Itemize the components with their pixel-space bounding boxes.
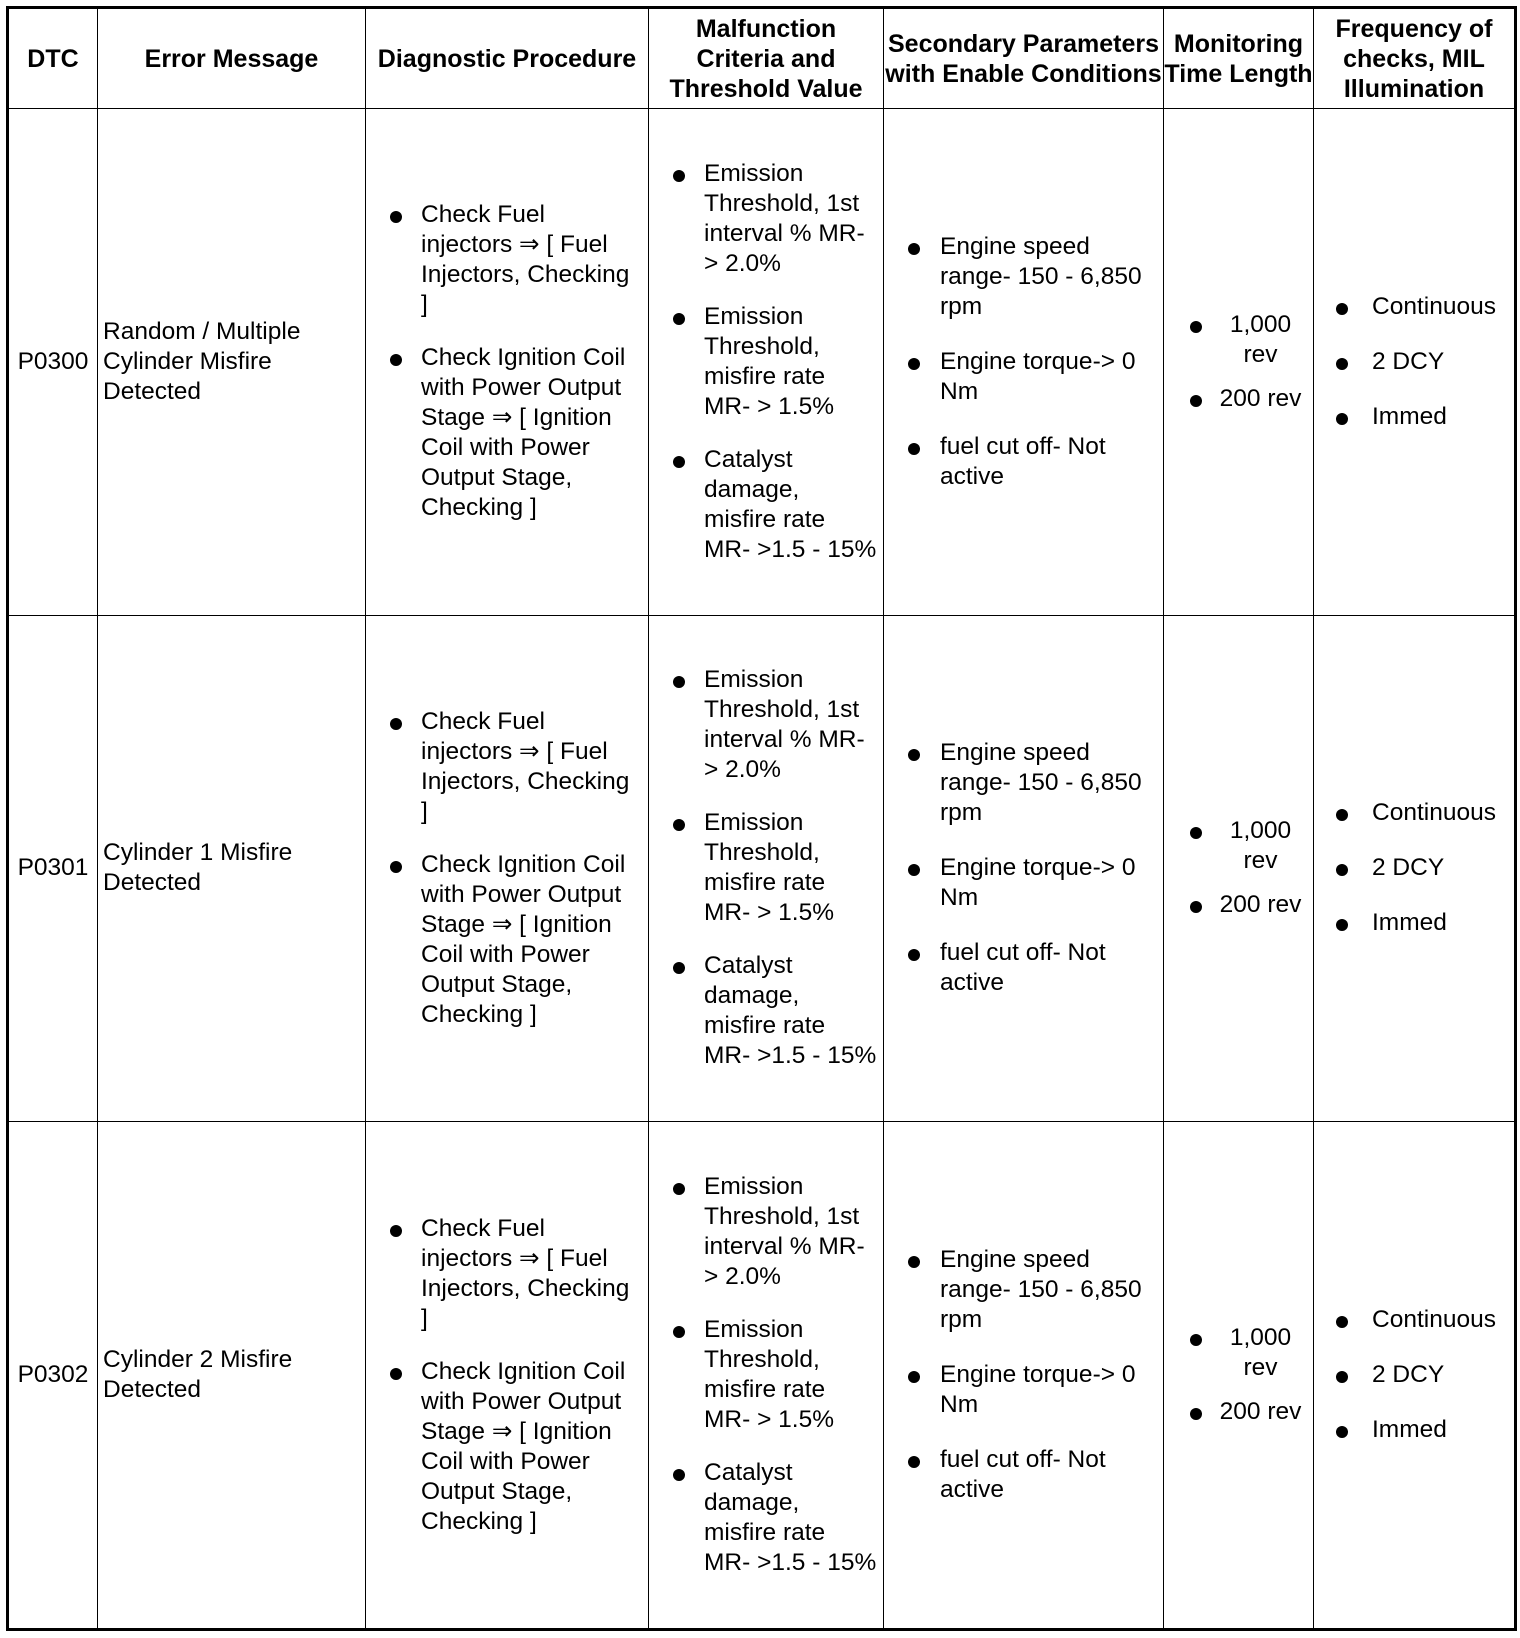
- diagnostic-procedure: [366, 109, 649, 616]
- criteria-item: Emission Threshold, misfire rate MR- > 1.5%: [649, 302, 883, 422]
- table-row: [8, 615, 1516, 1122]
- procedure-item: Check Fuel injectors ⇒ [ Fuel Injectors, Checking ]: [366, 1214, 648, 1334]
- monitoring-item: 1,000 rev: [1164, 816, 1313, 876]
- header-secondary-parameters: Secondary Parameters with Enable Conditions: [884, 8, 1164, 109]
- diagnostic-procedure: [366, 615, 649, 1122]
- frequency-item: 2 DCY: [1314, 853, 1514, 883]
- secondary-parameters: [884, 1122, 1164, 1630]
- frequency-item: Immed: [1314, 402, 1514, 432]
- procedure-item: Check Ignition Coil with Power Output Stage ⇒ [ Ignition Coil with Power Output Stage, Checking ]: [366, 1357, 648, 1537]
- secondary-parameters: [884, 109, 1164, 616]
- frequency: [1314, 1122, 1516, 1630]
- header-malfunction-criteria: Malfunction Criteria and Threshold Value: [649, 8, 884, 109]
- dtc-code: P0301: [8, 615, 98, 1122]
- secondary-item: Engine speed range- 150 - 6,850 rpm: [884, 738, 1163, 828]
- header-dtc: DTC: [8, 8, 98, 109]
- frequency-item: Immed: [1314, 1415, 1514, 1445]
- malfunction-criteria: [649, 615, 884, 1122]
- monitoring-item: 1,000 rev: [1164, 1323, 1313, 1383]
- procedure-item: Check Fuel injectors ⇒ [ Fuel Injectors, Checking ]: [366, 200, 648, 320]
- frequency-item: Continuous: [1314, 1305, 1514, 1335]
- secondary-item: fuel cut off- Not active: [884, 432, 1163, 492]
- secondary-item: fuel cut off- Not active: [884, 938, 1163, 998]
- table-row: [8, 1122, 1516, 1630]
- secondary-item: fuel cut off- Not active: [884, 1445, 1163, 1505]
- criteria-item: Catalyst damage, misfire rate MR- >1.5 - 15%: [649, 951, 883, 1071]
- frequency-item: 2 DCY: [1314, 1360, 1514, 1390]
- frequency-item: Continuous: [1314, 292, 1514, 322]
- secondary-item: Engine speed range- 150 - 6,850 rpm: [884, 232, 1163, 322]
- frequency: [1314, 615, 1516, 1122]
- header-error-message: Error Message: [98, 8, 366, 109]
- secondary-item: Engine torque-> 0 Nm: [884, 347, 1163, 407]
- monitoring-item: 200 rev: [1164, 1397, 1313, 1427]
- malfunction-criteria: [649, 109, 884, 616]
- frequency-item: Continuous: [1314, 798, 1514, 828]
- frequency-item: Immed: [1314, 908, 1514, 938]
- monitoring-time: [1164, 109, 1314, 616]
- diagnostic-procedure: [366, 1122, 649, 1630]
- header-row: [8, 8, 1516, 109]
- criteria-item: Emission Threshold, misfire rate MR- > 1.5%: [649, 1315, 883, 1435]
- procedure-item: Check Ignition Coil with Power Output Stage ⇒ [ Ignition Coil with Power Output Stage, Checking ]: [366, 343, 648, 523]
- frequency-item: 2 DCY: [1314, 347, 1514, 377]
- secondary-item: Engine speed range- 150 - 6,850 rpm: [884, 1245, 1163, 1335]
- criteria-item: Emission Threshold, 1st interval % MR- > 2.0%: [649, 159, 883, 279]
- monitoring-item: 200 rev: [1164, 890, 1313, 920]
- error-message: Random / Multiple Cylinder Misfire Detected: [98, 109, 366, 616]
- error-message: Cylinder 1 Misfire Detected: [98, 615, 366, 1122]
- monitoring-time: [1164, 615, 1314, 1122]
- header-diagnostic-procedure: Diagnostic Procedure: [366, 8, 649, 109]
- criteria-item: Catalyst damage, misfire rate MR- >1.5 - 15%: [649, 445, 883, 565]
- secondary-parameters: [884, 615, 1164, 1122]
- table-row: [8, 109, 1516, 616]
- monitoring-item: 200 rev: [1164, 384, 1313, 414]
- malfunction-criteria: [649, 1122, 884, 1630]
- criteria-item: Emission Threshold, 1st interval % MR- > 2.0%: [649, 665, 883, 785]
- header-frequency: Frequency of checks, MIL Illumination: [1314, 8, 1516, 109]
- error-message: Cylinder 2 Misfire Detected: [98, 1122, 366, 1630]
- dtc-table: [6, 6, 1517, 1631]
- dtc-code: P0300: [8, 109, 98, 616]
- criteria-item: Catalyst damage, misfire rate MR- >1.5 - 15%: [649, 1458, 883, 1578]
- secondary-item: Engine torque-> 0 Nm: [884, 1360, 1163, 1420]
- criteria-item: Emission Threshold, 1st interval % MR- > 2.0%: [649, 1172, 883, 1292]
- procedure-item: Check Ignition Coil with Power Output Stage ⇒ [ Ignition Coil with Power Output Stage, Checking ]: [366, 850, 648, 1030]
- dtc-code: P0302: [8, 1122, 98, 1630]
- frequency: [1314, 109, 1516, 616]
- monitoring-item: 1,000 rev: [1164, 310, 1313, 370]
- criteria-item: Emission Threshold, misfire rate MR- > 1.5%: [649, 808, 883, 928]
- secondary-item: Engine torque-> 0 Nm: [884, 853, 1163, 913]
- header-monitoring-time: Monitoring Time Length: [1164, 8, 1314, 109]
- procedure-item: Check Fuel injectors ⇒ [ Fuel Injectors, Checking ]: [366, 707, 648, 827]
- monitoring-time: [1164, 1122, 1314, 1630]
